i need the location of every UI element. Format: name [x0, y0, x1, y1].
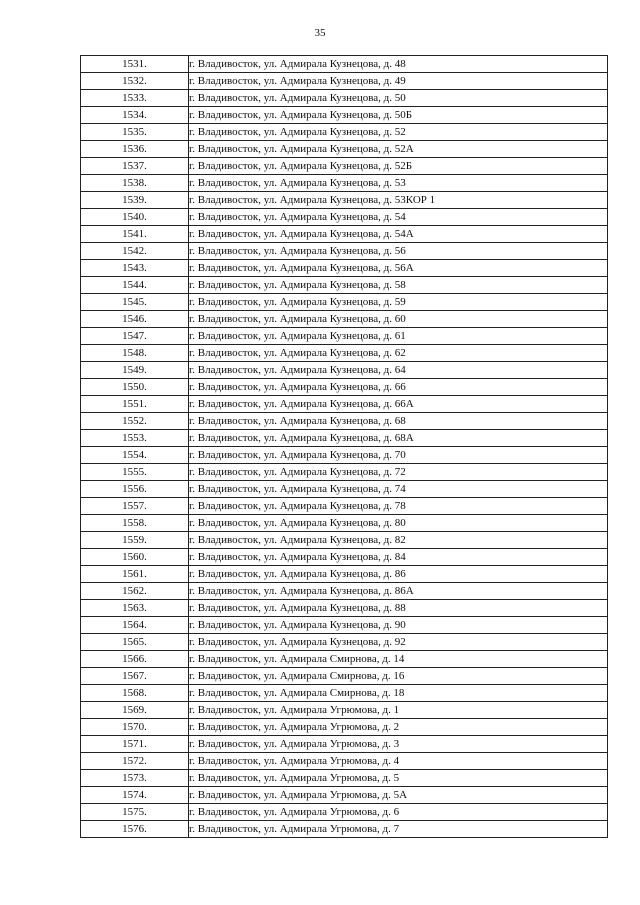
- table-row: [81, 379, 608, 396]
- row-address: г. Владивосток, ул. Адмирала Угрюмова, д. 5А: [189, 787, 608, 804]
- row-address: г. Владивосток, ул. Адмирала Угрюмова, д. 3: [189, 736, 608, 753]
- table-row: [81, 396, 608, 413]
- row-number: 1531.: [81, 56, 189, 73]
- row-address: г. Владивосток, ул. Адмирала Кузнецова, д. 48: [189, 56, 608, 73]
- table-row: [81, 311, 608, 328]
- row-number: 1554.: [81, 447, 189, 464]
- table-row: [81, 226, 608, 243]
- row-address: г. Владивосток, ул. Адмирала Кузнецова, д. 56А: [189, 260, 608, 277]
- row-address: г. Владивосток, ул. Адмирала Смирнова, д. 18: [189, 685, 608, 702]
- row-number: 1564.: [81, 617, 189, 634]
- row-address: г. Владивосток, ул. Адмирала Кузнецова, д. 52А: [189, 141, 608, 158]
- table-row: [81, 430, 608, 447]
- table-row: [81, 566, 608, 583]
- row-number: 1540.: [81, 209, 189, 226]
- table-row: [81, 158, 608, 175]
- table-row: [81, 651, 608, 668]
- table-row: [81, 719, 608, 736]
- row-number: 1556.: [81, 481, 189, 498]
- table-row: [81, 685, 608, 702]
- row-address: г. Владивосток, ул. Адмирала Кузнецова, д. 58: [189, 277, 608, 294]
- row-address: г. Владивосток, ул. Адмирала Кузнецова, д. 86А: [189, 583, 608, 600]
- row-address: г. Владивосток, ул. Адмирала Кузнецова, д. 53КОР 1: [189, 192, 608, 209]
- table-row: [81, 141, 608, 158]
- table-row: [81, 277, 608, 294]
- row-number: 1569.: [81, 702, 189, 719]
- table-row: [81, 787, 608, 804]
- row-address: г. Владивосток, ул. Адмирала Кузнецова, д. 62: [189, 345, 608, 362]
- row-number: 1563.: [81, 600, 189, 617]
- row-number: 1570.: [81, 719, 189, 736]
- row-address: г. Владивосток, ул. Адмирала Кузнецова, д. 60: [189, 311, 608, 328]
- row-address: г. Владивосток, ул. Адмирала Смирнова, д. 14: [189, 651, 608, 668]
- row-address: г. Владивосток, ул. Адмирала Угрюмова, д. 7: [189, 821, 608, 838]
- row-address: г. Владивосток, ул. Адмирала Кузнецова, д. 59: [189, 294, 608, 311]
- table-row: [81, 345, 608, 362]
- row-address: г. Владивосток, ул. Адмирала Кузнецова, д. 82: [189, 532, 608, 549]
- row-number: 1544.: [81, 277, 189, 294]
- table-row: [81, 73, 608, 90]
- table-row: [81, 464, 608, 481]
- row-address: г. Владивосток, ул. Адмирала Кузнецова, д. 70: [189, 447, 608, 464]
- row-address: г. Владивосток, ул. Адмирала Кузнецова, д. 54А: [189, 226, 608, 243]
- table-row: [81, 243, 608, 260]
- row-address: г. Владивосток, ул. Адмирала Кузнецова, д. 52: [189, 124, 608, 141]
- row-address: г. Владивосток, ул. Адмирала Кузнецова, д. 61: [189, 328, 608, 345]
- row-number: 1557.: [81, 498, 189, 515]
- row-address: г. Владивосток, ул. Адмирала Кузнецова, д. 50: [189, 90, 608, 107]
- address-table: [80, 55, 608, 838]
- row-address: г. Владивосток, ул. Адмирала Кузнецова, д. 64: [189, 362, 608, 379]
- row-address: г. Владивосток, ул. Адмирала Угрюмова, д. 6: [189, 804, 608, 821]
- row-number: 1562.: [81, 583, 189, 600]
- table-row: [81, 328, 608, 345]
- row-address: г. Владивосток, ул. Адмирала Кузнецова, д. 68А: [189, 430, 608, 447]
- row-number: 1553.: [81, 430, 189, 447]
- table-row: [81, 583, 608, 600]
- row-address: г. Владивосток, ул. Адмирала Кузнецова, д. 72: [189, 464, 608, 481]
- row-address: г. Владивосток, ул. Адмирала Кузнецова, д. 88: [189, 600, 608, 617]
- table-row: [81, 447, 608, 464]
- row-address: г. Владивосток, ул. Адмирала Кузнецова, д. 74: [189, 481, 608, 498]
- row-address: г. Владивосток, ул. Адмирала Кузнецова, д. 66: [189, 379, 608, 396]
- table-row: [81, 481, 608, 498]
- row-number: 1555.: [81, 464, 189, 481]
- row-number: 1539.: [81, 192, 189, 209]
- table-row: [81, 736, 608, 753]
- row-address: г. Владивосток, ул. Адмирала Кузнецова, д. 78: [189, 498, 608, 515]
- row-address: г. Владивосток, ул. Адмирала Кузнецова, д. 92: [189, 634, 608, 651]
- row-number: 1558.: [81, 515, 189, 532]
- row-number: 1536.: [81, 141, 189, 158]
- row-number: 1550.: [81, 379, 189, 396]
- row-number: 1559.: [81, 532, 189, 549]
- row-number: 1576.: [81, 821, 189, 838]
- row-number: 1543.: [81, 260, 189, 277]
- table-row: [81, 413, 608, 430]
- row-number: 1560.: [81, 549, 189, 566]
- row-number: 1532.: [81, 73, 189, 90]
- table-row: [81, 90, 608, 107]
- table-row: [81, 124, 608, 141]
- table-row: [81, 209, 608, 226]
- row-address: г. Владивосток, ул. Адмирала Кузнецова, д. 50Б: [189, 107, 608, 124]
- table-row: [81, 107, 608, 124]
- row-number: 1534.: [81, 107, 189, 124]
- table-row: [81, 821, 608, 838]
- row-address: г. Владивосток, ул. Адмирала Кузнецова, д. 68: [189, 413, 608, 430]
- row-number: 1537.: [81, 158, 189, 175]
- row-address: г. Владивосток, ул. Адмирала Угрюмова, д. 5: [189, 770, 608, 787]
- table-row: [81, 617, 608, 634]
- table-row: [81, 362, 608, 379]
- table-row: [81, 549, 608, 566]
- table-row: [81, 600, 608, 617]
- row-address: г. Владивосток, ул. Адмирала Кузнецова, д. 53: [189, 175, 608, 192]
- row-address: г. Владивосток, ул. Адмирала Кузнецова, д. 54: [189, 209, 608, 226]
- row-address: г. Владивосток, ул. Адмирала Кузнецова, д. 66А: [189, 396, 608, 413]
- page-number: 35: [314, 27, 326, 39]
- row-address: г. Владивосток, ул. Адмирала Кузнецова, д. 49: [189, 73, 608, 90]
- row-address: г. Владивосток, ул. Адмирала Смирнова, д. 16: [189, 668, 608, 685]
- table-row: [81, 804, 608, 821]
- row-number: 1535.: [81, 124, 189, 141]
- row-number: 1547.: [81, 328, 189, 345]
- table-row: [81, 192, 608, 209]
- address-table-body: [81, 56, 608, 838]
- row-number: 1575.: [81, 804, 189, 821]
- row-number: 1549.: [81, 362, 189, 379]
- row-number: 1551.: [81, 396, 189, 413]
- table-row: [81, 294, 608, 311]
- row-number: 1566.: [81, 651, 189, 668]
- table-row: [81, 702, 608, 719]
- row-number: 1571.: [81, 736, 189, 753]
- row-address: г. Владивосток, ул. Адмирала Кузнецова, д. 52Б: [189, 158, 608, 175]
- row-number: 1541.: [81, 226, 189, 243]
- row-number: 1546.: [81, 311, 189, 328]
- row-address: г. Владивосток, ул. Адмирала Кузнецова, д. 86: [189, 566, 608, 583]
- row-number: 1542.: [81, 243, 189, 260]
- row-number: 1561.: [81, 566, 189, 583]
- table-row: [81, 532, 608, 549]
- row-number: 1574.: [81, 787, 189, 804]
- table-row: [81, 668, 608, 685]
- row-number: 1567.: [81, 668, 189, 685]
- row-address: г. Владивосток, ул. Адмирала Кузнецова, д. 80: [189, 515, 608, 532]
- row-address: г. Владивосток, ул. Адмирала Кузнецова, д. 84: [189, 549, 608, 566]
- table-row: [81, 515, 608, 532]
- row-number: 1545.: [81, 294, 189, 311]
- row-number: 1533.: [81, 90, 189, 107]
- table-row: [81, 634, 608, 651]
- row-number: 1565.: [81, 634, 189, 651]
- row-address: г. Владивосток, ул. Адмирала Угрюмова, д. 4: [189, 753, 608, 770]
- table-row: [81, 175, 608, 192]
- table-row: [81, 260, 608, 277]
- row-address: г. Владивосток, ул. Адмирала Угрюмова, д. 1: [189, 702, 608, 719]
- row-address: г. Владивосток, ул. Адмирала Кузнецова, д. 90: [189, 617, 608, 634]
- row-number: 1552.: [81, 413, 189, 430]
- row-address: г. Владивосток, ул. Адмирала Кузнецова, д. 56: [189, 243, 608, 260]
- row-number: 1573.: [81, 770, 189, 787]
- table-row: [81, 498, 608, 515]
- row-number: 1572.: [81, 753, 189, 770]
- table-row: [81, 770, 608, 787]
- row-number: 1538.: [81, 175, 189, 192]
- row-number: 1568.: [81, 685, 189, 702]
- row-address: г. Владивосток, ул. Адмирала Угрюмова, д. 2: [189, 719, 608, 736]
- table-row: [81, 753, 608, 770]
- row-number: 1548.: [81, 345, 189, 362]
- table-row: [81, 56, 608, 73]
